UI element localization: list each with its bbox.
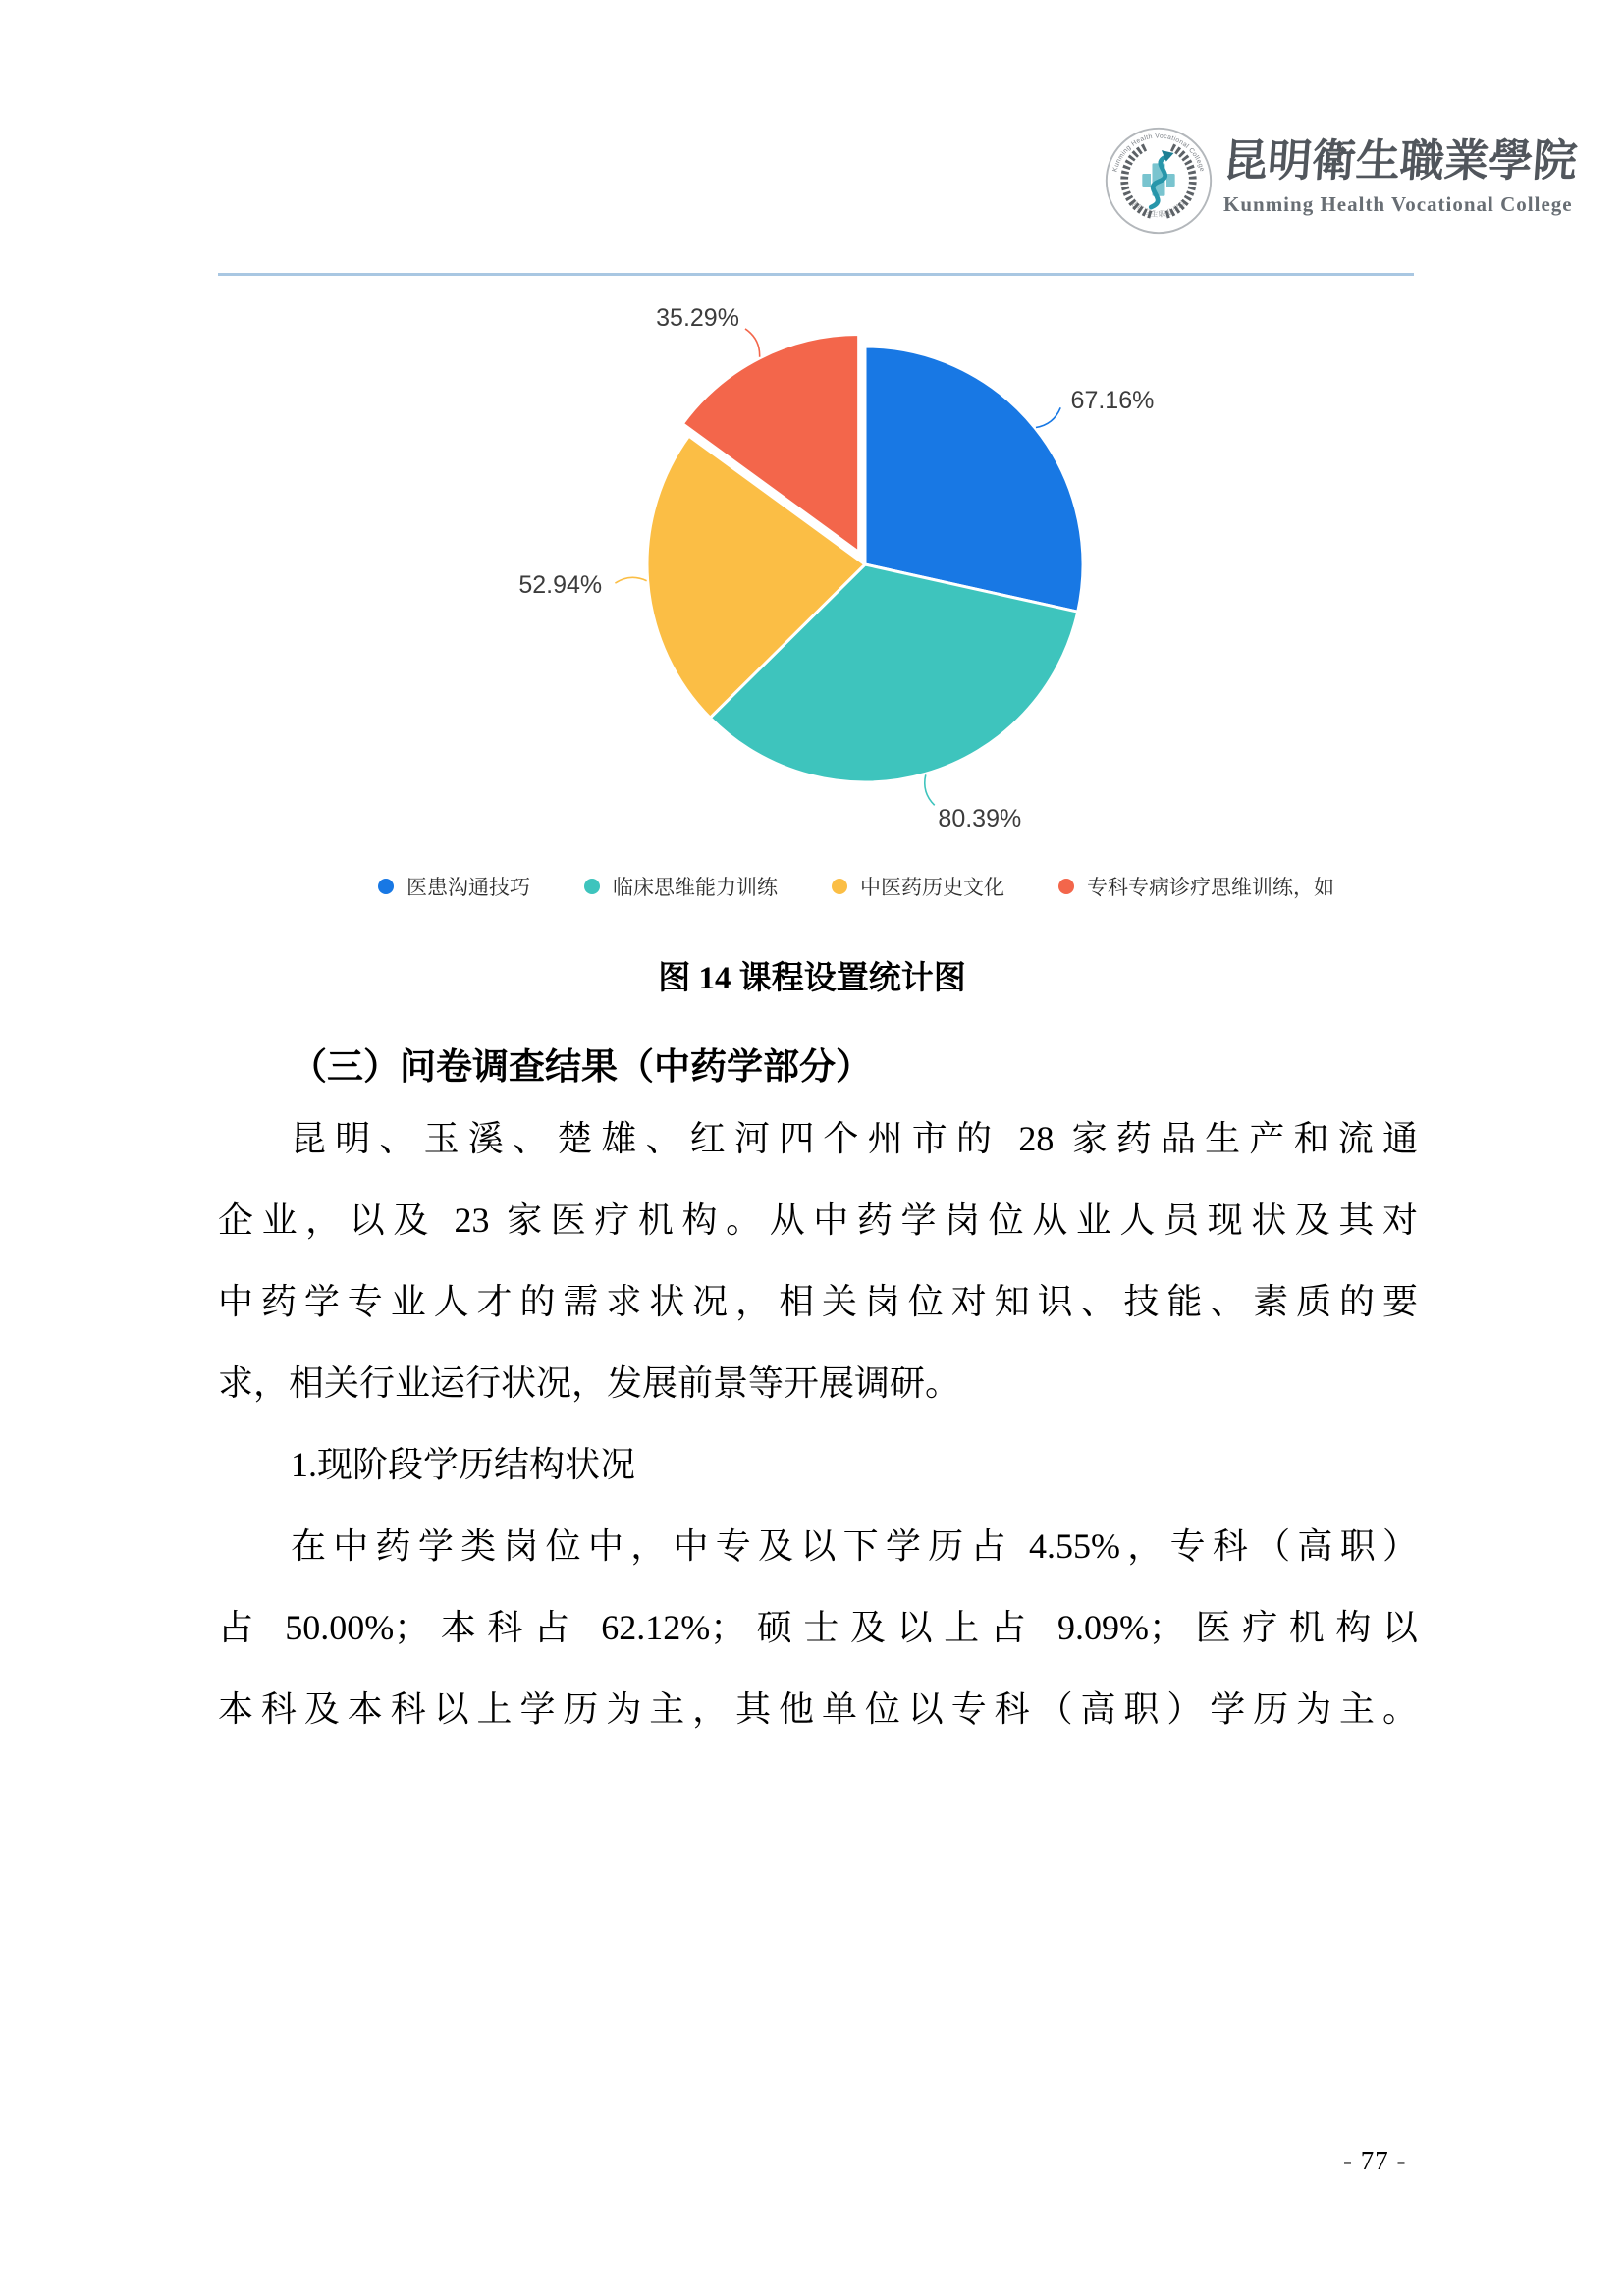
header-divider-line: [218, 273, 1414, 276]
legend-swatch-icon: [584, 879, 600, 894]
legend-label: 临床思维能力训练: [613, 877, 778, 899]
college-name-english: Kunming Health Vocational College: [1223, 192, 1573, 216]
body-line: 中药学专业人才的需求状况，相关岗位对知识、技能、素质的要: [218, 1282, 1418, 1321]
pie-percent-label-0: 67.16%: [1070, 386, 1155, 414]
legend-label: 医患沟通技巧: [406, 877, 530, 899]
section-heading: （三）问卷调查结果（中药学部分）: [291, 1047, 872, 1088]
body-line: 本科及本科以上学历为主，其他单位以专科（高职）学历为主。: [218, 1689, 1418, 1729]
page-number: - 77 -: [1343, 2146, 1407, 2175]
body-line: 在中药学类岗位中，中专及以下学历占 4.55%，专科（高职）: [291, 1526, 1418, 1566]
pie-label-leader-3: [745, 329, 760, 357]
pie-percent-label-2: 52.94%: [518, 571, 603, 600]
chart-legend: [44, 872, 1624, 901]
body-line: 占 50.00%；本科占 62.12%；硕士及以上占 9.09%；医疗机构以: [218, 1608, 1418, 1647]
legend-item-2: [832, 872, 1004, 901]
seal-ring-text-bottom: 昆明卫生职业学院: [1127, 196, 1190, 219]
subsection-heading: 1.现阶段学历结构状况: [291, 1445, 636, 1484]
pie-label-leader-2: [615, 577, 646, 583]
legend-item-1: [584, 872, 778, 901]
legend-swatch-icon: [378, 879, 394, 894]
legend-swatch-icon: [1058, 879, 1074, 894]
college-seal-logo: [1102, 124, 1216, 238]
course-setup-pie-chart: [373, 287, 1355, 876]
seal-ring-text-top: Kunming Health Vocational College: [1111, 133, 1206, 173]
pie-percent-label-1: 80.39%: [938, 805, 1022, 833]
legend-label: 专科专病诊疗思维训练，如: [1087, 877, 1334, 899]
body-text: [218, 1098, 1418, 1750]
pie-percent-label-3: 35.29%: [656, 304, 739, 333]
legend-swatch-icon: [832, 879, 847, 894]
body-line: 昆明、玉溪、楚雄、红河四个州市的 28 家药品生产和流通: [291, 1119, 1418, 1158]
body-line: 求，相关行业运行状况，发展前景等开展调研。: [218, 1363, 961, 1403]
figure-caption: 图 14 课程设置统计图: [658, 961, 966, 996]
college-name-calligraphy: 昆明衛生職業學院: [1221, 134, 1579, 187]
legend-item-0: [378, 872, 530, 901]
pie-label-leader-0: [1036, 407, 1060, 427]
legend-label: 中医药历史文化: [860, 877, 1004, 899]
legend-item-3: [1058, 872, 1334, 901]
pie-label-leader-1: [925, 774, 935, 805]
college-brand-block: [1223, 135, 1624, 217]
body-line: 企业，以及 23 家医疗机构。从中药学岗位从业人员现状及其对: [218, 1201, 1418, 1240]
